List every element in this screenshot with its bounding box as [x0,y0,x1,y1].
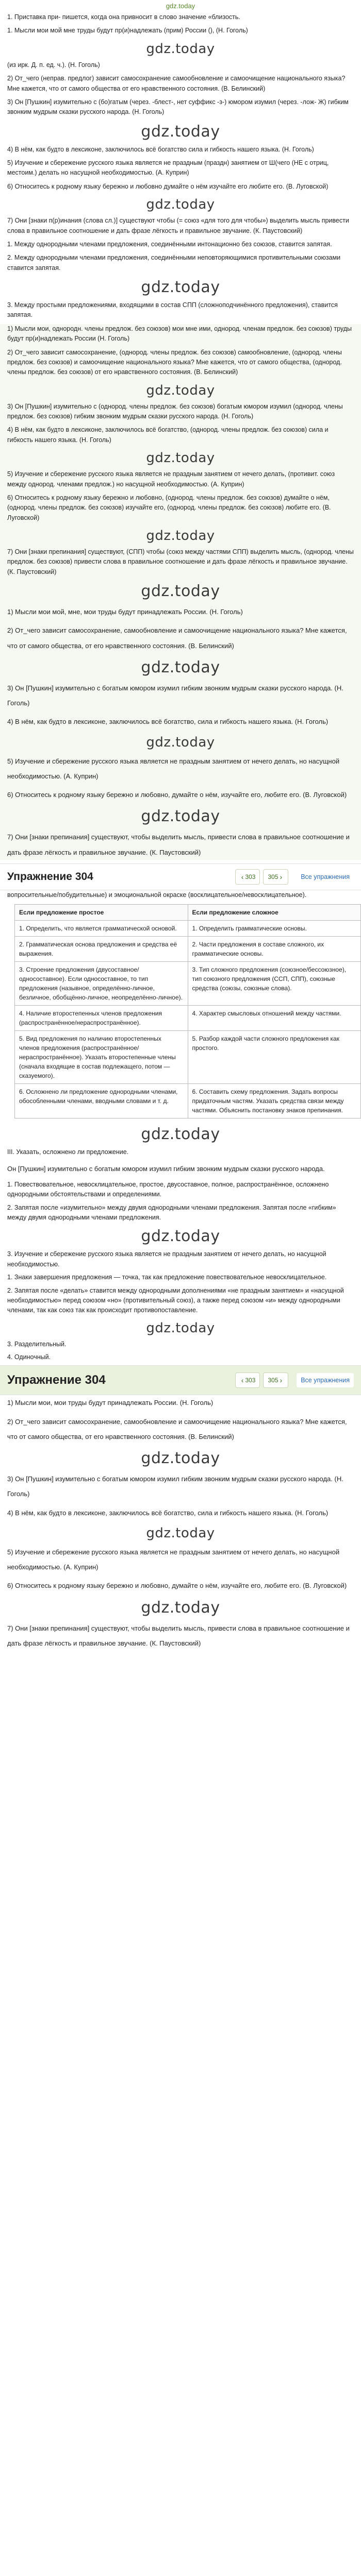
analyzed-sentence: 7) Они [знаки препинания] существуют, чтобы выделить мысль, привести слова в правильное соотношение и дать фразе лёгкость и правильное звучание. (К. Паустовский) [7,1624,350,1647]
watermark-logo: gdz.today [146,734,215,750]
watermark-logo: gdz.today [141,1125,220,1144]
analyzed-sentence: 3) Он [Пушкин] изумительно с богатым юмором изумил гибким звонким мудрым сказки русского народа. (Н. Гоголь) [7,684,343,707]
table-cell: 2. Части предложения в составе сложного, их грамматические основы. [188,937,361,962]
answer-paragraph: 4) В нём, как будто в лексиконе, заключилось всё богатство, (однород. члены предлож. без союзов) сила и гибкость нашего языка. (Н. Гоголь) [7,426,329,444]
watermark-logo: gdz.today [146,1525,215,1541]
answer-paragraph: 1) Мысли мои, однородн. члены предлож. без союзов) мои мне ими, однород. членам предлож. без союзов) труды будут пр(и)надлежать России (Н. Гоголь) [7,325,352,343]
table-row [15,1006,361,1031]
answer-paragraph: 1. Приставка при- пишется, когда она привносит в слово значение «близость. [7,13,240,21]
table-cell: 2. Грамматическая основа предложения и средства её выражения. [15,937,188,962]
section-2 [0,324,361,860]
answer-paragraph: 3) Он [Пушкин] изумительно с (однород. члены предлож. без союзов) богатым юмором изумил (однород. члены предлож. без союзов) гибким звонким мудрым сказки русского народа. (Н. Гоголь) [7,402,343,420]
chevron-left-icon: ‹ [241,1376,244,1385]
analysis-item: 1. Знаки завершения предложения — точка, так как предложение повествовательное невосклицательное. [7,1274,327,1281]
section-3 [0,1395,361,1651]
table-row [15,937,361,962]
analysis-item: 3. Разделительный. [7,1340,67,1348]
analysis-item: 2. Запятая после «изумительно» между двумя однородными членами предложения. Запятая после «гибким» между двумя однородными членами предложения. [7,1204,336,1221]
watermark-logo: gdz.today [141,1449,220,1468]
analysis-item: 4. Одиночный. [7,1353,51,1361]
table-cell: 4. Наличие второстепенных членов предложения (распространённое/нераспространённое). [15,1006,188,1031]
table-cell: 6. Составить схему предложения. Задать вопросы придаточным частям. Указать средства связи между частями. Объяснить постановку знаков препинания. [188,1084,361,1118]
watermark-logo: gdz.today [141,582,220,601]
chevron-left-icon: ‹ [241,872,244,881]
answer-paragraph: 2. Между однородными членами предложения, соединёнными неповторяющимися противительными союзами ставится запятая. [7,254,341,272]
analyzed-sentence: 1) Мысли мои мой, мне, мои труды будут принадлежать России. (Н. Гоголь) [7,608,243,616]
exercise-title: Упражнение 304 [7,870,93,883]
table-cell: 5. Вид предложения по наличию второстепенных членов предложения (распространённое/нераспространённое). Указать второстепенные члены (сначала входящие в состав подлежащего, потом — сказуемого). [15,1031,188,1084]
table-cell: 1. Определить, что является грамматической основой. [15,921,188,937]
analysis-item: 1. Повествовательное, невосклицательное, простое, двусоставное, полное, распространённое, осложнено однородными обстоятельствами и определениями. [7,1180,329,1198]
exercise-body [0,890,361,1363]
analyzed-sentence: 5) Изучение и сбережение русского языка является не праздным занятием от нечего делать, но насущной необходимостью. (А. Куприн) [7,1548,340,1571]
comparison-table [14,904,361,1118]
column-header-simple: Если предложение простое [15,905,188,921]
chevron-right-icon: › [280,1376,283,1385]
prev-exercise-button[interactable] [235,869,260,885]
answer-paragraph: 5) Изучение и сбережение русского языка является не праздным (праздн) занятием от Ш(чего (НЕ с отриц, местоим.) делать но насущной необходимостью. (А. Куприн) [7,159,329,177]
table-cell: 4. Характер смысловых отношений между частями. [188,1006,361,1031]
section-1 [0,12,361,320]
site-header-label[interactable]: gdz.today [166,2,195,10]
answer-paragraph: 7) Они [знаки п(р)инания (слова сл.)] существуют чтобы (= союз «для того для чтобы») выделить мысль привести слова в правильное соотношение и дать фразе лёгкость и правильное звучание. (К. Паустовский) [7,217,349,234]
watermark-logo: gdz.today [141,807,220,826]
watermark-logo: gdz.today [141,1227,220,1246]
exercise-intro: вопросительные/побудительные) и эмоциональной окраске (восклицательное/невосклицательное). [7,891,307,899]
analyzed-sentence: 7) Они [знаки препинания] существуют, чтобы выделить мысль, привести слова в правильное соотношение и дать фразе лёгкость и правильное звучание. (К. Паустовский) [7,833,350,856]
table-cell: 3. Строение предложения (двусоставное/односоставное). Если односоставное, то тип предложения (назывное, определённо-личное, безличное, обобщённо-личное, неопределённо-личное). [15,962,188,1006]
analyzed-sentence: 5) Изучение и сбережение русского языка является не праздным занятием от нечего делать, но насущной необходимостью. (А. Куприн) [7,757,340,780]
table-row [15,1084,361,1118]
exercise-nav-sticky [235,1372,354,1388]
watermark-logo: gdz.today [141,278,220,296]
watermark-logo: gdz.today [141,658,220,676]
analyzed-sentence: 1) Мысли мои, мои труды будут принадлежать России. (Н. Гоголь) [7,1399,214,1407]
prev-exercise-label-sticky: 303 [245,1377,256,1384]
answer-paragraph: 5) Изучение и сбережение русского языка является не праздным занятием от нечего делать, (противит. союз между однород. членами предлож.) но насущной необходимостью. (А. Куприн) [7,470,335,488]
analyzed-sentence: Он [Пушкин] изумительно с богатым юмором изумил гибким звонким мудрым сказки русского народа. [7,1164,325,1173]
exercise-title-sticky: Упражнение 304 [7,1373,106,1387]
answer-paragraph: 6) Относитесь к родному языку бережно и любовно думайте о нём изучайте его любите его. (В. Луговской) [7,182,329,190]
table-row [15,1031,361,1084]
analyzed-sentence: 6) Относитесь к родному языку бережно и любовно, думайте о нём, изучайте его, любите его. (В. Луговской) [7,791,347,799]
answer-paragraph: 3. Между простыми предложениями, входящими в состав СПП (сложноподчинённого предложения), ставится запятая. [7,301,338,319]
analyzed-sentence: 3) Он [Пушкин] изумительно с богатым юмором изумил гибким звонким мудрым сказки русского народа. (Н. Гоголь) [7,1475,343,1498]
all-exercises-link[interactable]: Все упражнения [297,870,354,884]
analyzed-sentence: 4) В нём, как будто в лексиконе, заключилось всё богатство, сила и гибкость нашего языка. (Н. Гоголь) [7,1509,329,1517]
analyzed-sentence: 2) От_чего зависит самосохранение, самообновление и самоочищение национального языка? Мне кажется, что от самого общества, от его нравственного состояния. (В. Белинский) [7,626,347,650]
next-exercise-button-sticky[interactable] [263,1372,288,1388]
analyzed-sentence: 2) От_чего зависит самосохранение, самообновление и самоочищение национального языка? Мне кажется, что от самого общества, от его нравственного состояния. (В. Белинский) [7,1417,347,1440]
table-cell: 6. Осложнено ли предложение однородными членами, обособленными членами, вводными словами и т. д. [15,1084,188,1118]
watermark-logo: gdz.today [141,1598,220,1617]
watermark-logo: gdz.today [146,41,215,57]
table-row [15,921,361,937]
table-cell: 1. Определить грамматические основы. [188,921,361,937]
table-cell: 5. Разбор каждой части сложного предложения как простого. [188,1031,361,1084]
analyzed-sentence: 6) Относитесь к родному языку бережно и любовно, думайте о нём, изучайте его, любите его. (В. Луговской) [7,1582,347,1590]
table-row [15,962,361,1006]
column-header-complex: Если предложение сложное [188,905,361,921]
answer-paragraph: 3) Он [Пушкин] изумительно с (бо)гатым (через. -блест-, нет суффикс -з-) юмором изумил (через. -лож- Ж) гибким звонким мудрым сказки русского народа. (Н. Гоголь) [7,98,349,116]
answer-paragraph: 2) От_чего (неправ. предлог) зависит самосохранение самообновление и самоочищение национального языка? Мне кажется, что от самого общества от его нравственного состояния. (В. Белинский) [7,75,346,92]
answer-paragraph: 2) От_чего зависит самосохранение, (однород. члены предлож. без союзов) самообновление, (однород. члены предлож. без союзов) и самоочищение национального языка? Мне кажется, что от самого общества, (однород. члены предлож. без союзов) от его нравственного состояния. (В. Белинский) [7,348,342,376]
exercise-header-sticky [0,1365,361,1395]
all-exercises-link-sticky[interactable]: Все упражнения [297,1373,354,1387]
watermark-logo: gdz.today [146,1320,215,1336]
watermark-logo: gdz.today [146,528,215,544]
analysis-item: 2. Запятая после «делать» ставится между однородными дополнениями «не праздным занятием» и «насущной необходимостью» перед союзом «но» (противительный союз), а также перед союзом «и» между однородными членами, так как союз так как происходит противопоставление. [7,1286,344,1314]
answer-paragraph: 6) Относитесь к родному языку бережно и любовно, (однород. члены предлож. без союзов) думайте о нём, (однород. члены предлож. без союзов) изучайте его, (однород. члены предлож. без союзов) любите его. (В. Луговской) [7,494,331,521]
answer-paragraph: 4) В нём, как будто в лексиконе, заключилось всё богатство сила и гибкость нашего языка. (Н. Гоголь) [7,145,314,153]
prev-exercise-label: 303 [245,873,256,880]
watermark-logo: gdz.today [146,450,215,466]
exercise-header [0,863,361,890]
prev-exercise-button-sticky[interactable] [235,1372,260,1388]
analyzed-sentence: 4) В нём, как будто в лексиконе, заключилось всё богатство, сила и гибкость нашего языка. (Н. Гоголь) [7,718,329,726]
exercise-nav [235,869,354,885]
next-exercise-label-sticky: 305 [268,1377,278,1384]
answer-paragraph: (из ирк. Д. п. ед. ч.). (Н. Гоголь) [7,61,100,69]
watermark-logo: gdz.today [141,122,220,141]
next-exercise-label: 305 [268,873,278,880]
watermark-logo: gdz.today [146,197,215,213]
answer-paragraph: 7) Они [знаки препинания] существуют, (СПП) чтобы (союз между частями СПП) выделить мысль, (однород. члены предлож. без союзов) привести слова в правильное соотношение и дать фразе лёгкость и правильное звучание. (К. Паустовский) [7,548,354,575]
analysis-item: 3. Изучение и сбережение русского языка является не праздным занятием от нечего делать, но насущной необходимостью. [7,1250,326,1268]
next-exercise-button[interactable] [263,869,288,885]
table-cell: 3. Тип сложного предложения (союзное/бессоюзное), тип союзного предложения (ССП, СПП), союзные средства (союзы, союзные слова). [188,962,361,1006]
answer-paragraph: 1. Мысли мои мой мне труды будут пр(и)надлежать (прим) России (), (Н. Гоголь) [7,27,248,35]
watermark-logo: gdz.today [146,382,215,398]
analysis-heading: III. Указать, осложнено ли предложение. [7,1148,129,1156]
chevron-right-icon: › [280,872,283,881]
answer-paragraph: 1. Между однородными членами предложения, соединёнными интонационно без союзов, ставится запятая. [7,240,332,248]
